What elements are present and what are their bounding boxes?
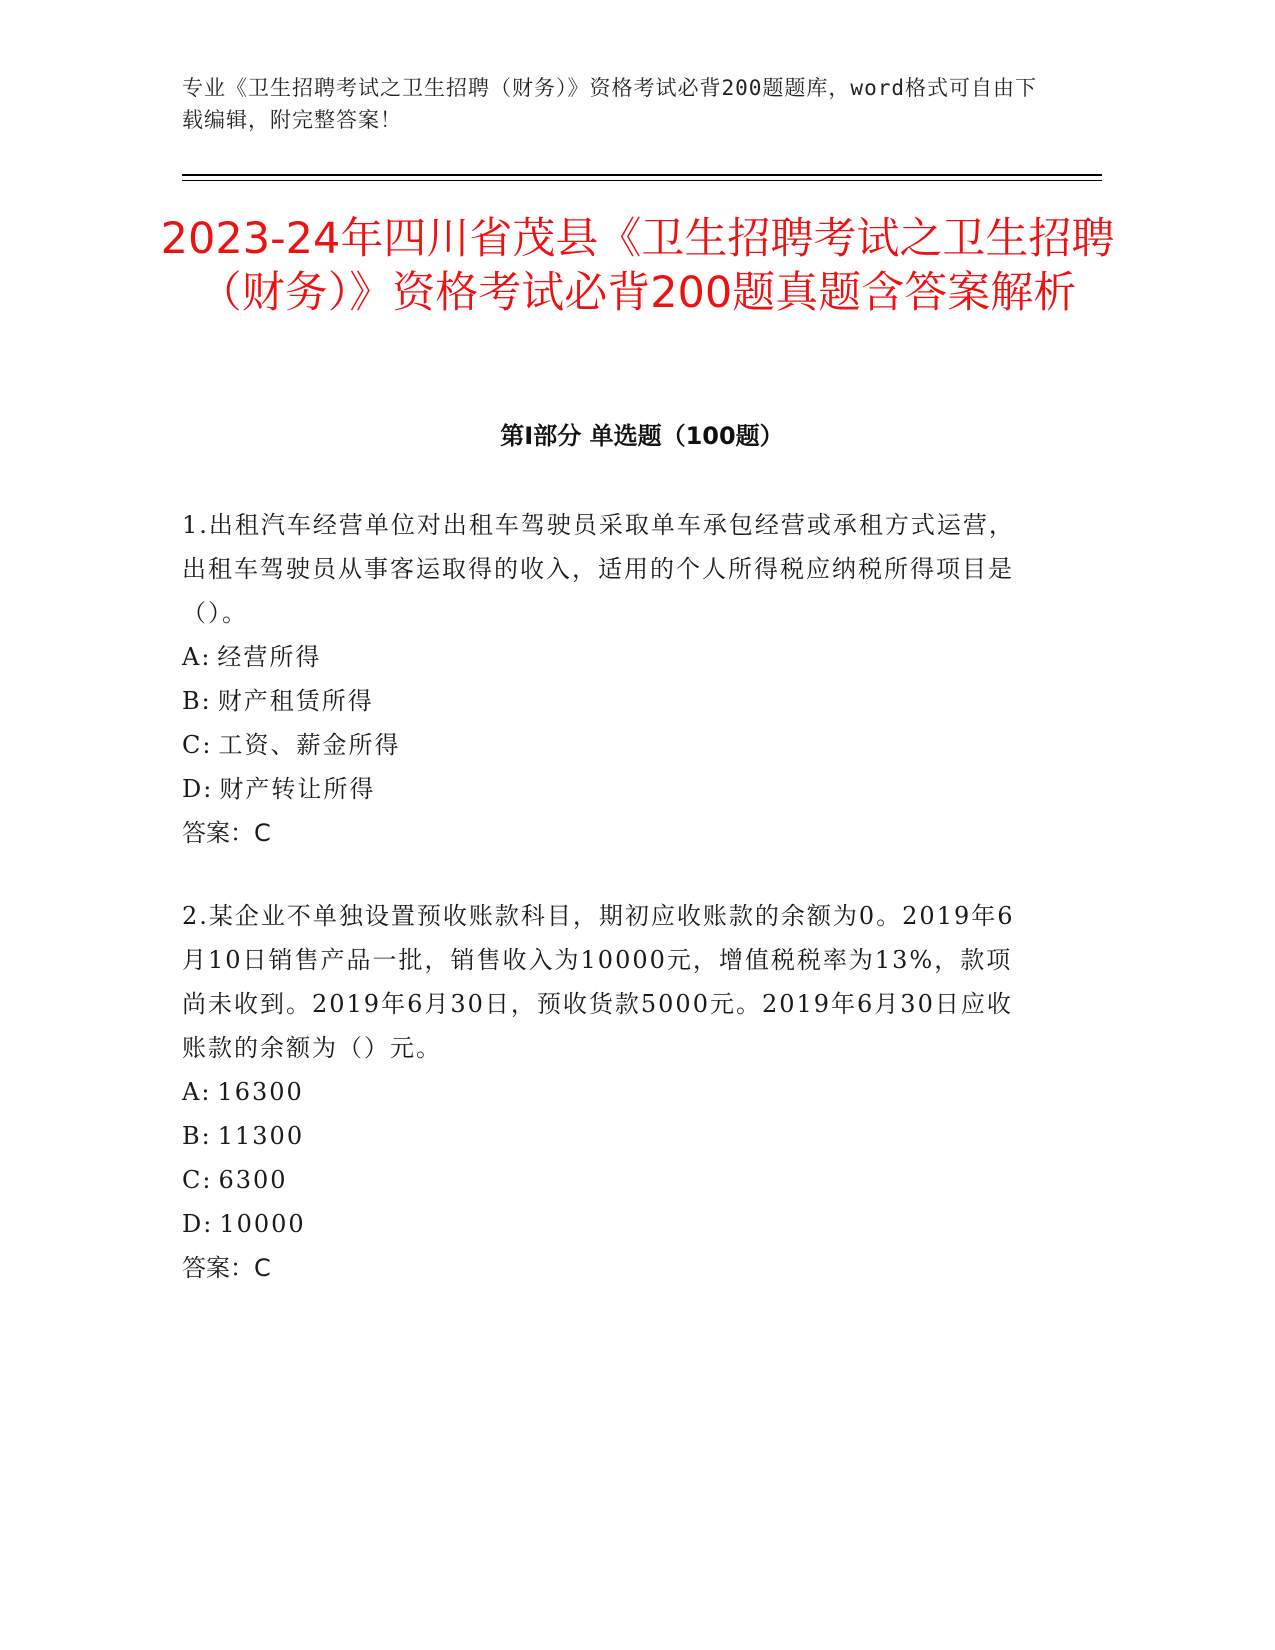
option-b — [182, 1114, 1032, 1158]
option-text: 工资、薪金所得 — [218, 731, 401, 759]
option-letter: D: — [182, 1210, 214, 1238]
option-d — [182, 767, 1032, 811]
option-c — [182, 1158, 1032, 1202]
option-letter: C: — [182, 731, 213, 759]
header-divider-thin — [182, 180, 1102, 181]
option-text: 6300 — [218, 1166, 288, 1194]
option-letter: B: — [182, 687, 212, 715]
header-note: 专业《卫生招聘考试之卫生招聘（财务）》资格考试必背200题题库，word格式可自由下载编辑，附完整答案！ — [182, 76, 1037, 132]
question-stem: 2.某企业不单独设置预收账款科目，期初应收账款的余额为0。2019年6月10日销售产品一批，销售收入为10000元，增值税税率为13%，款项尚未收到。2019年6月30日，预收货款5000元。2019年6月30日应收账款的余额为（）元。 — [182, 902, 1015, 1062]
question-stem: 1.出租汽车经营单位对出租车驾驶员采取单车承包经营或承租方式运营，出租车驾驶员从事客运取得的收入，适用的个人所得税应纳税所得项目是（）。 — [182, 511, 1015, 627]
option-letter: B: — [182, 1122, 212, 1150]
section-heading: 第I部分 单选题（100题） — [500, 422, 784, 450]
document-title: 2023-24年四川省茂县《卫生招聘考试之卫生招聘（财务）》资格考试必背200题真题含答案解析 — [160, 214, 1115, 318]
option-b — [182, 679, 1032, 723]
question-2 — [182, 894, 1032, 1290]
option-text: 财产租赁所得 — [217, 687, 374, 715]
option-letter: C: — [182, 1166, 213, 1194]
option-text: 16300 — [217, 1078, 304, 1106]
question-1 — [182, 503, 1032, 855]
option-a — [182, 1070, 1032, 1114]
option-a — [182, 635, 1032, 679]
option-text: 财产转让所得 — [219, 775, 376, 803]
option-d — [182, 1202, 1032, 1246]
option-letter: A: — [182, 643, 212, 671]
answer-line: 答案：C — [182, 819, 271, 847]
header-divider — [182, 174, 1102, 176]
option-letter: D: — [182, 775, 214, 803]
option-text: 10000 — [219, 1210, 306, 1238]
option-text: 经营所得 — [217, 643, 322, 671]
option-letter: A: — [182, 1078, 212, 1106]
answer-line: 答案：C — [182, 1254, 271, 1282]
option-text: 11300 — [217, 1122, 305, 1150]
option-c — [182, 723, 1032, 767]
